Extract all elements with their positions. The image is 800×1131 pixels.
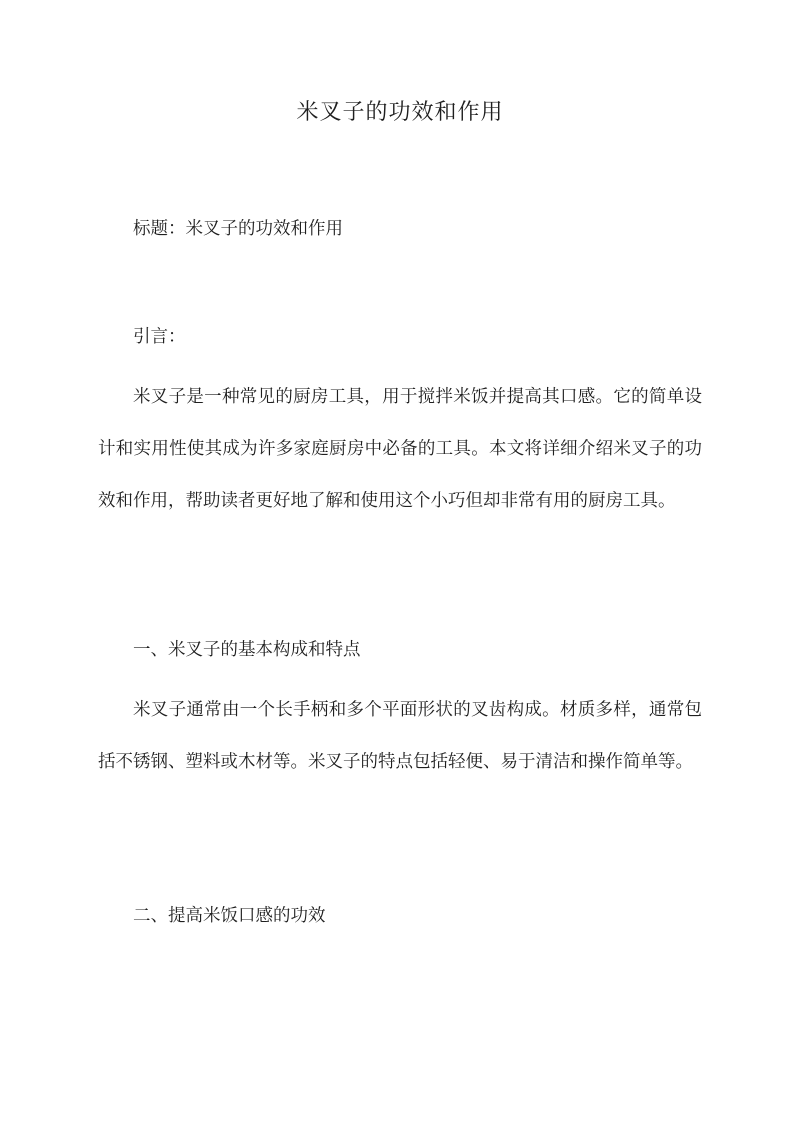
document-title: 米叉子的功效和作用 <box>296 100 504 125</box>
intro-paragraph: 米叉子是一种常见的厨房工具，用于搅拌米饭并提高其口感。它的简单设计和实用性使其成为许多家庭厨房中必备的工具。本文将详细介绍米叉子的功效和作用，帮助读者更好地了解和使用这个小巧但却非常有用的厨房工具。 <box>98 387 702 511</box>
section2-heading: 二、提高米饭口感的功效 <box>133 906 326 926</box>
intro-heading: 引言： <box>133 327 186 347</box>
section1-heading: 一、米叉子的基本构成和特点 <box>133 640 361 660</box>
section1-paragraph: 米叉子通常由一个长手柄和多个平面形状的叉齿构成。材质多样，通常包括不锈钢、塑料或木材等。米叉子的特点包括轻便、易于清洁和操作简单等。 <box>98 700 702 772</box>
subtitle-line: 标题：米叉子的功效和作用 <box>133 219 343 239</box>
